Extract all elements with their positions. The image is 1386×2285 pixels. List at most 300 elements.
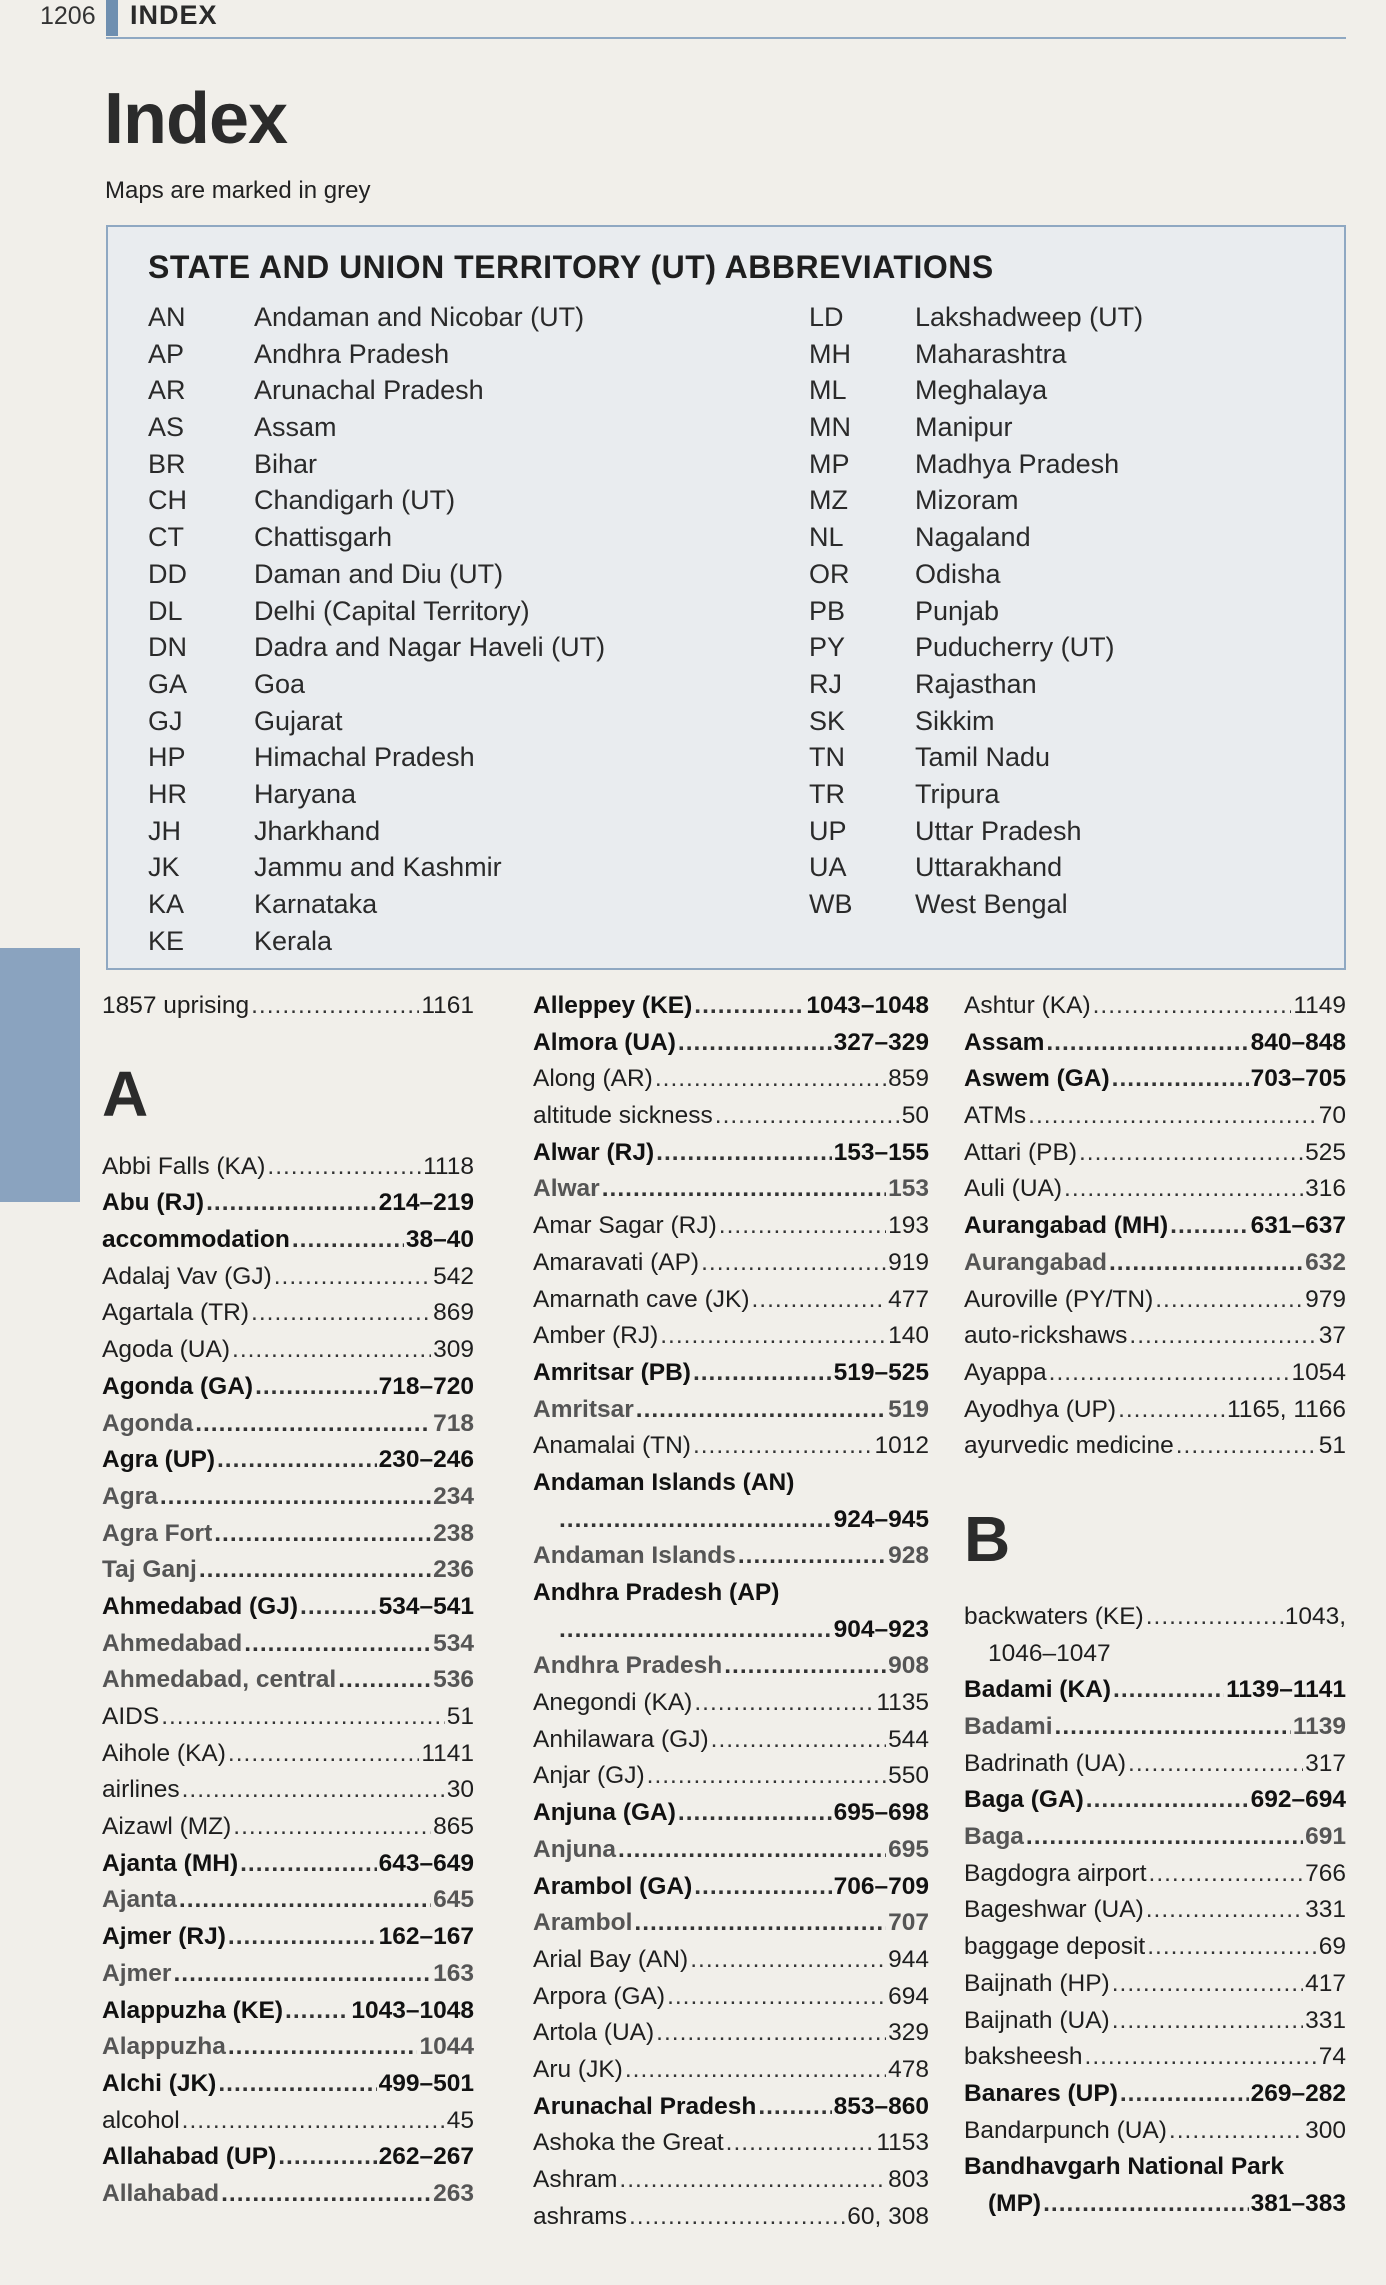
leader-dots bbox=[1049, 1355, 1290, 1392]
leader-dots bbox=[693, 1355, 832, 1392]
maps-note: Maps are marked in grey bbox=[105, 177, 371, 204]
leader-dots bbox=[182, 2103, 445, 2140]
index-entry bbox=[533, 1685, 929, 1722]
index-entry bbox=[964, 1245, 1346, 1282]
abbreviation-code: MH bbox=[809, 338, 851, 369]
index-entry bbox=[533, 1722, 929, 1759]
leader-dots bbox=[1118, 1392, 1225, 1429]
leader-dots bbox=[1055, 1709, 1291, 1746]
abbreviation-name: Meghalaya bbox=[915, 375, 1048, 406]
index-term: Baijnath (HP) bbox=[964, 1969, 1110, 1997]
abbreviation-name: Punjab bbox=[915, 595, 1000, 626]
index-pages: 1118 bbox=[423, 1152, 474, 1180]
abbreviation-row bbox=[809, 886, 1143, 923]
index-pages: 331 bbox=[1305, 2006, 1346, 2034]
index-entry bbox=[533, 1869, 929, 1906]
index-term: Arpora (GA) bbox=[533, 1982, 666, 2010]
index-term: ATMs bbox=[964, 1102, 1027, 1130]
index-entry bbox=[102, 1699, 474, 1736]
index-term: Bandarpunch (UA) bbox=[964, 2116, 1167, 2144]
index-pages: 865 bbox=[433, 1813, 474, 1841]
index-term: Agra Fort bbox=[102, 1519, 213, 1547]
index-pages: 234 bbox=[433, 1482, 474, 1510]
abbreviation-name: Tamil Nadu bbox=[915, 742, 1051, 773]
index-term: Anjar (GJ) bbox=[533, 1762, 645, 1790]
index-pages: 1046–1047 bbox=[988, 1639, 1111, 1667]
index-term: Agonda (GA) bbox=[102, 1372, 254, 1400]
index-term: Assam bbox=[964, 1028, 1045, 1056]
abbreviation-code: AP bbox=[148, 338, 185, 369]
index-term: Amritsar bbox=[533, 1395, 634, 1423]
index-term: Taj Ganj bbox=[102, 1556, 197, 1584]
index-entry bbox=[102, 2176, 474, 2213]
leader-dots bbox=[228, 1736, 419, 1773]
index-entry bbox=[102, 1295, 474, 1332]
index-pages: 51 bbox=[446, 1703, 474, 1730]
abbreviation-row bbox=[148, 813, 605, 850]
index-entry bbox=[533, 1832, 929, 1869]
index-column-3 bbox=[964, 988, 1346, 2223]
index-pages: 718 bbox=[433, 1409, 474, 1437]
index-term: Alwar bbox=[533, 1175, 600, 1203]
index-entry bbox=[533, 2162, 929, 2199]
index-entry bbox=[964, 1392, 1346, 1429]
abbreviation-row bbox=[148, 739, 605, 776]
index-pages: 692–694 bbox=[1250, 1786, 1346, 1814]
abbreviation-name: Gujarat bbox=[254, 705, 343, 736]
index-pages: 70 bbox=[1318, 1102, 1346, 1130]
leader-dots bbox=[1149, 1856, 1304, 1893]
index-term: Anhilawara (GJ) bbox=[533, 1725, 709, 1753]
index-pages: 153–155 bbox=[833, 1138, 929, 1166]
index-term: Aihole (KA) bbox=[102, 1739, 226, 1767]
abbreviation-name: Jammu and Kashmir bbox=[254, 852, 502, 883]
index-term: Aurangabad bbox=[964, 1248, 1107, 1276]
index-pages: 1153 bbox=[876, 2129, 929, 2157]
index-term: Alchi (JK) bbox=[102, 2069, 217, 2097]
index-pages: 944 bbox=[888, 1945, 929, 1973]
index-entry bbox=[964, 2149, 1346, 2186]
leader-dots bbox=[656, 2015, 886, 2052]
index-pages: 1135 bbox=[876, 1689, 929, 1717]
leader-dots bbox=[228, 2029, 418, 2066]
index-entry bbox=[533, 2199, 929, 2236]
index-term: Agra (UP) bbox=[102, 1446, 215, 1474]
abbreviation-code: JH bbox=[148, 815, 181, 846]
leader-dots bbox=[719, 1208, 886, 1245]
abbreviation-row bbox=[148, 336, 605, 373]
leader-dots bbox=[1043, 2186, 1249, 2223]
index-term: Arambol (GA) bbox=[533, 1872, 693, 1900]
abbreviation-row bbox=[809, 446, 1143, 483]
index-pages: 645 bbox=[433, 1886, 474, 1914]
index-term: Ajmer (RJ) bbox=[102, 1923, 226, 1951]
leader-dots bbox=[206, 1185, 377, 1222]
index-entry-continuation bbox=[533, 1502, 929, 1539]
index-pages: 706–709 bbox=[833, 1872, 929, 1900]
index-term: Baga bbox=[964, 1823, 1024, 1851]
index-term: ashrams bbox=[533, 2202, 627, 2230]
abbreviation-name: Delhi (Capital Territory) bbox=[254, 595, 530, 626]
index-term: Baijnath (UA) bbox=[964, 2006, 1110, 2034]
leader-dots bbox=[338, 1662, 431, 1699]
index-entry bbox=[964, 2003, 1346, 2040]
leader-dots bbox=[1028, 1098, 1317, 1135]
index-entry bbox=[533, 1979, 929, 2016]
leader-dots bbox=[701, 1245, 886, 1282]
index-term: Abu (RJ) bbox=[102, 1189, 205, 1217]
index-entry bbox=[102, 1589, 474, 1626]
leader-dots bbox=[1176, 1428, 1317, 1465]
abbreviation-row bbox=[148, 629, 605, 666]
header-rule bbox=[106, 37, 1346, 39]
abbreviation-row bbox=[809, 776, 1143, 813]
index-entry bbox=[533, 1942, 929, 1979]
index-term: Artola (UA) bbox=[533, 2019, 655, 2047]
index-pages: 928 bbox=[888, 1542, 929, 1570]
index-pages: 1165, 1166 bbox=[1227, 1395, 1346, 1423]
index-term: Agonda bbox=[102, 1409, 194, 1437]
index-term: Ahmedabad (GJ) bbox=[102, 1592, 299, 1620]
abbreviation-code: CH bbox=[148, 485, 187, 516]
index-pages: 499–501 bbox=[378, 2069, 474, 2097]
index-term: Ashram bbox=[533, 2166, 618, 2193]
index-pages: 238 bbox=[433, 1519, 474, 1547]
abbreviation-code: UA bbox=[809, 852, 847, 883]
index-entry bbox=[964, 1171, 1346, 1208]
abbreviation-row bbox=[809, 336, 1143, 373]
abbreviation-code: AR bbox=[148, 375, 186, 406]
abbreviation-row bbox=[148, 886, 605, 923]
abbreviation-code: BR bbox=[148, 448, 186, 479]
abbreviation-code: RJ bbox=[809, 668, 842, 699]
abbreviation-row bbox=[148, 703, 605, 740]
leader-dots bbox=[690, 1942, 886, 1979]
index-pages: 519–525 bbox=[833, 1358, 929, 1386]
leader-dots bbox=[182, 1772, 445, 1809]
abbreviation-name: Uttarakhand bbox=[915, 852, 1063, 883]
abbreviation-row bbox=[148, 446, 605, 483]
index-entry bbox=[533, 1171, 929, 1208]
index-entry bbox=[964, 2113, 1346, 2150]
index-entry bbox=[533, 1392, 929, 1429]
index-entry bbox=[533, 1208, 929, 1245]
index-pages: 1149 bbox=[1293, 992, 1346, 1019]
index-entry bbox=[964, 1782, 1346, 1819]
leader-dots bbox=[1146, 1892, 1303, 1929]
leader-dots bbox=[292, 1222, 404, 1259]
index-entry bbox=[964, 1709, 1346, 1746]
leader-dots bbox=[1146, 1599, 1283, 1636]
leader-dots bbox=[214, 1516, 431, 1553]
index-term: Andaman Islands (AN) bbox=[533, 1468, 795, 1496]
index-term: Attari (PB) bbox=[964, 1138, 1077, 1166]
index-entry bbox=[533, 1355, 929, 1392]
index-term: Baga (GA) bbox=[964, 1786, 1084, 1814]
index-term: ayurvedic medicine bbox=[964, 1432, 1174, 1460]
index-entry bbox=[533, 1905, 929, 1942]
leader-dots bbox=[160, 1479, 431, 1516]
abbreviation-row bbox=[148, 299, 605, 336]
abbreviation-name: Tripura bbox=[915, 778, 1000, 809]
leader-dots bbox=[625, 2052, 886, 2089]
leader-dots bbox=[678, 1025, 832, 1062]
index-entry-continuation bbox=[533, 1612, 929, 1649]
index-entry-continuation bbox=[964, 2186, 1346, 2223]
abbreviation-name: West Bengal bbox=[915, 889, 1068, 919]
index-term: Ashtur (KA) bbox=[964, 992, 1091, 1019]
abbreviation-code: WB bbox=[809, 889, 853, 919]
index-term: Alwar (RJ) bbox=[533, 1138, 655, 1166]
index-pages: 534 bbox=[433, 1629, 474, 1657]
index-term: Alappuzha (KE) bbox=[102, 1996, 284, 2024]
abbreviation-code: DN bbox=[148, 632, 187, 663]
abbreviation-name: Mizoram bbox=[915, 485, 1019, 516]
leader-dots bbox=[618, 1832, 886, 1869]
abbreviation-name: Bihar bbox=[254, 448, 318, 479]
index-entry bbox=[964, 988, 1346, 1025]
index-pages: 525 bbox=[1305, 1138, 1346, 1166]
abbreviation-code: KA bbox=[148, 889, 185, 919]
index-entry-continuation bbox=[964, 1636, 1346, 1673]
index-entry bbox=[533, 1135, 929, 1172]
leader-dots bbox=[173, 1956, 431, 1993]
index-entry bbox=[964, 1966, 1346, 2003]
abbreviation-row bbox=[148, 666, 605, 703]
abbreviation-code: AS bbox=[148, 412, 185, 443]
index-entry bbox=[102, 1662, 474, 1699]
abbreviation-code: UP bbox=[809, 815, 847, 846]
index-entry bbox=[102, 1149, 474, 1186]
abbreviation-code: HP bbox=[148, 742, 186, 773]
index-term: Arunachal Pradesh bbox=[533, 2092, 757, 2120]
index-term: Bandhavgarh National Park bbox=[964, 2153, 1284, 2181]
abbreviation-row bbox=[809, 703, 1143, 740]
index-term: Amar Sagar (RJ) bbox=[533, 1212, 717, 1240]
abbreviation-row bbox=[809, 666, 1143, 703]
leader-dots bbox=[233, 1809, 431, 1846]
section-letter: B bbox=[964, 1502, 1011, 1575]
index-pages: 694 bbox=[888, 1982, 929, 2010]
index-pages: 316 bbox=[1305, 1175, 1346, 1203]
leader-dots bbox=[655, 1061, 886, 1098]
index-entry bbox=[533, 1465, 929, 1502]
index-term: Anjuna (GA) bbox=[533, 1799, 676, 1827]
leader-dots bbox=[559, 1502, 832, 1539]
leader-dots bbox=[752, 1282, 887, 1319]
abbreviation-code: ML bbox=[809, 375, 847, 406]
index-entry bbox=[533, 1575, 929, 1612]
index-pages: 478 bbox=[888, 2055, 929, 2083]
abbreviation-code: KE bbox=[148, 925, 185, 956]
index-entry bbox=[533, 2125, 929, 2162]
abbreviation-code: TN bbox=[809, 742, 845, 773]
index-pages: 162–167 bbox=[378, 1923, 474, 1951]
index-entry bbox=[102, 2066, 474, 2103]
leader-dots bbox=[656, 1135, 831, 1172]
index-entry bbox=[102, 1772, 474, 1809]
leader-dots bbox=[240, 1846, 377, 1883]
index-term-suffix: (MP) bbox=[988, 2189, 1042, 2217]
abbreviation-name: Himachal Pradesh bbox=[254, 742, 475, 773]
index-entry bbox=[964, 1135, 1346, 1172]
index-pages: 60, 308 bbox=[847, 2202, 929, 2230]
index-term: auto-rickshaws bbox=[964, 1322, 1128, 1350]
index-term: Alleppey (KE) bbox=[533, 992, 693, 1019]
index-term: Andhra Pradesh bbox=[533, 1652, 723, 1680]
abbreviation-code: GJ bbox=[148, 705, 183, 736]
index-pages: 631–637 bbox=[1250, 1212, 1346, 1240]
index-pages: 263 bbox=[433, 2179, 474, 2207]
index-term: Anegondi (KA) bbox=[533, 1689, 693, 1717]
leader-dots bbox=[694, 1685, 874, 1722]
index-term: Andaman Islands bbox=[533, 1542, 736, 1570]
index-entry bbox=[964, 1025, 1346, 1062]
index-pages: 519 bbox=[888, 1395, 929, 1423]
index-pages: 331 bbox=[1305, 1896, 1346, 1924]
leader-dots bbox=[232, 1332, 431, 1369]
abbreviation-name: Nagaland bbox=[915, 522, 1031, 553]
index-term: Amaravati (AP) bbox=[533, 1248, 700, 1276]
leader-dots bbox=[179, 1882, 431, 1919]
index-entry bbox=[533, 1282, 929, 1319]
index-entry bbox=[102, 1552, 474, 1589]
index-term: Ahmedabad, central bbox=[102, 1666, 337, 1694]
index-entry bbox=[964, 1208, 1346, 1245]
page-number: 1206 bbox=[40, 2, 96, 30]
index-pages: 230–246 bbox=[378, 1446, 474, 1474]
leader-dots bbox=[278, 2139, 376, 2176]
index-term: Arial Bay (AN) bbox=[533, 1945, 689, 1973]
index-term: Ahmedabad bbox=[102, 1629, 243, 1657]
abbreviation-row bbox=[148, 849, 605, 886]
index-entry bbox=[964, 1929, 1346, 1966]
index-pages: 536 bbox=[433, 1666, 474, 1694]
leader-dots bbox=[228, 1919, 377, 1956]
leader-dots bbox=[758, 2089, 831, 2126]
leader-dots bbox=[634, 1905, 886, 1942]
leader-dots bbox=[660, 1318, 886, 1355]
leader-dots bbox=[1026, 1819, 1303, 1856]
index-entry bbox=[102, 2029, 474, 2066]
abbreviation-name: Dadra and Nagar Haveli (UT) bbox=[254, 632, 606, 663]
index-term: Agoda (UA) bbox=[102, 1336, 231, 1364]
index-column-1 bbox=[102, 988, 474, 2213]
abbreviation-code: DL bbox=[148, 595, 183, 626]
index-entry bbox=[533, 1245, 929, 1282]
leader-dots bbox=[559, 1612, 832, 1649]
leader-dots bbox=[1128, 1746, 1303, 1783]
abbreviation-row bbox=[809, 629, 1143, 666]
leader-dots bbox=[667, 1979, 886, 2016]
index-pages: 718–720 bbox=[378, 1372, 474, 1400]
abbreviation-code: CT bbox=[148, 522, 184, 553]
index-pages: 869 bbox=[433, 1299, 474, 1327]
index-pages: 1044 bbox=[419, 2033, 474, 2061]
index-entry bbox=[964, 1098, 1346, 1135]
index-pages: 908 bbox=[888, 1652, 929, 1680]
leader-dots bbox=[274, 1259, 431, 1296]
leader-dots bbox=[1085, 2039, 1317, 2076]
leader-dots bbox=[1169, 2113, 1303, 2150]
index-term: Badrinath (UA) bbox=[964, 1749, 1127, 1777]
leader-dots bbox=[724, 1648, 886, 1685]
index-entry bbox=[102, 1919, 474, 1956]
index-pages: 153 bbox=[888, 1175, 929, 1203]
leader-dots bbox=[300, 1589, 377, 1626]
index-term: AIDS bbox=[102, 1703, 160, 1730]
index-entry bbox=[102, 1185, 474, 1222]
side-thumb-tab bbox=[0, 948, 80, 1202]
index-term: Amritsar (PB) bbox=[533, 1358, 691, 1386]
header-accent-bar bbox=[106, 0, 118, 36]
leader-dots bbox=[199, 1552, 431, 1589]
abbreviation-row bbox=[809, 299, 1143, 336]
index-pages: 381–383 bbox=[1250, 2189, 1346, 2217]
leader-dots bbox=[244, 1626, 431, 1663]
leader-dots bbox=[195, 1406, 431, 1443]
index-entry bbox=[533, 1025, 929, 1062]
abbreviation-row bbox=[809, 372, 1143, 409]
abbreviation-row bbox=[809, 739, 1143, 776]
index-pages: 803 bbox=[888, 2166, 929, 2193]
leader-dots bbox=[694, 988, 804, 1025]
section-letter: A bbox=[102, 1057, 149, 1130]
index-entry bbox=[102, 1332, 474, 1369]
abbreviation-name: Sikkim bbox=[915, 705, 995, 736]
index-pages: 38–40 bbox=[405, 1226, 474, 1254]
page-header bbox=[0, 0, 1386, 40]
index-entry bbox=[964, 1672, 1346, 1709]
leader-dots bbox=[726, 2125, 875, 2162]
leader-dots bbox=[267, 1149, 421, 1186]
index-pages: 691 bbox=[1305, 1823, 1346, 1851]
index-entry bbox=[102, 1369, 474, 1406]
index-term: backwaters (KE) bbox=[964, 1602, 1144, 1630]
abbreviation-name: Kerala bbox=[254, 925, 333, 956]
index-term: Auli (UA) bbox=[964, 1175, 1063, 1203]
index-pages: 840–848 bbox=[1250, 1028, 1346, 1056]
index-entry bbox=[102, 2103, 474, 2140]
leader-dots bbox=[694, 1869, 831, 1906]
index-pages: 309 bbox=[433, 1336, 474, 1364]
index-pages: 979 bbox=[1305, 1285, 1346, 1313]
index-entry bbox=[533, 1318, 929, 1355]
index-term: Amber (RJ) bbox=[533, 1322, 659, 1350]
index-entry bbox=[533, 1758, 929, 1795]
leader-dots bbox=[1129, 1318, 1316, 1355]
index-entry bbox=[102, 1846, 474, 1883]
leader-dots bbox=[619, 2162, 886, 2199]
index-entry bbox=[102, 1626, 474, 1663]
abbreviation-code: JK bbox=[148, 852, 180, 883]
index-entry bbox=[964, 1892, 1346, 1929]
abbreviation-row bbox=[148, 593, 605, 630]
index-term: Ayappa bbox=[964, 1358, 1047, 1386]
index-entry bbox=[102, 1993, 474, 2030]
index-column-2 bbox=[533, 988, 929, 2235]
index-term: 1857 uprising bbox=[102, 992, 250, 1019]
page-title: Index bbox=[104, 79, 288, 159]
leader-dots bbox=[1079, 1135, 1303, 1172]
index-pages: 69 bbox=[1318, 1933, 1346, 1961]
abbreviation-row bbox=[809, 519, 1143, 556]
leader-dots bbox=[221, 2176, 431, 2213]
index-term: alcohol bbox=[102, 2106, 180, 2134]
index-entry bbox=[102, 1406, 474, 1443]
index-entry bbox=[964, 1428, 1346, 1465]
abbreviation-name: Odisha bbox=[915, 558, 1001, 589]
